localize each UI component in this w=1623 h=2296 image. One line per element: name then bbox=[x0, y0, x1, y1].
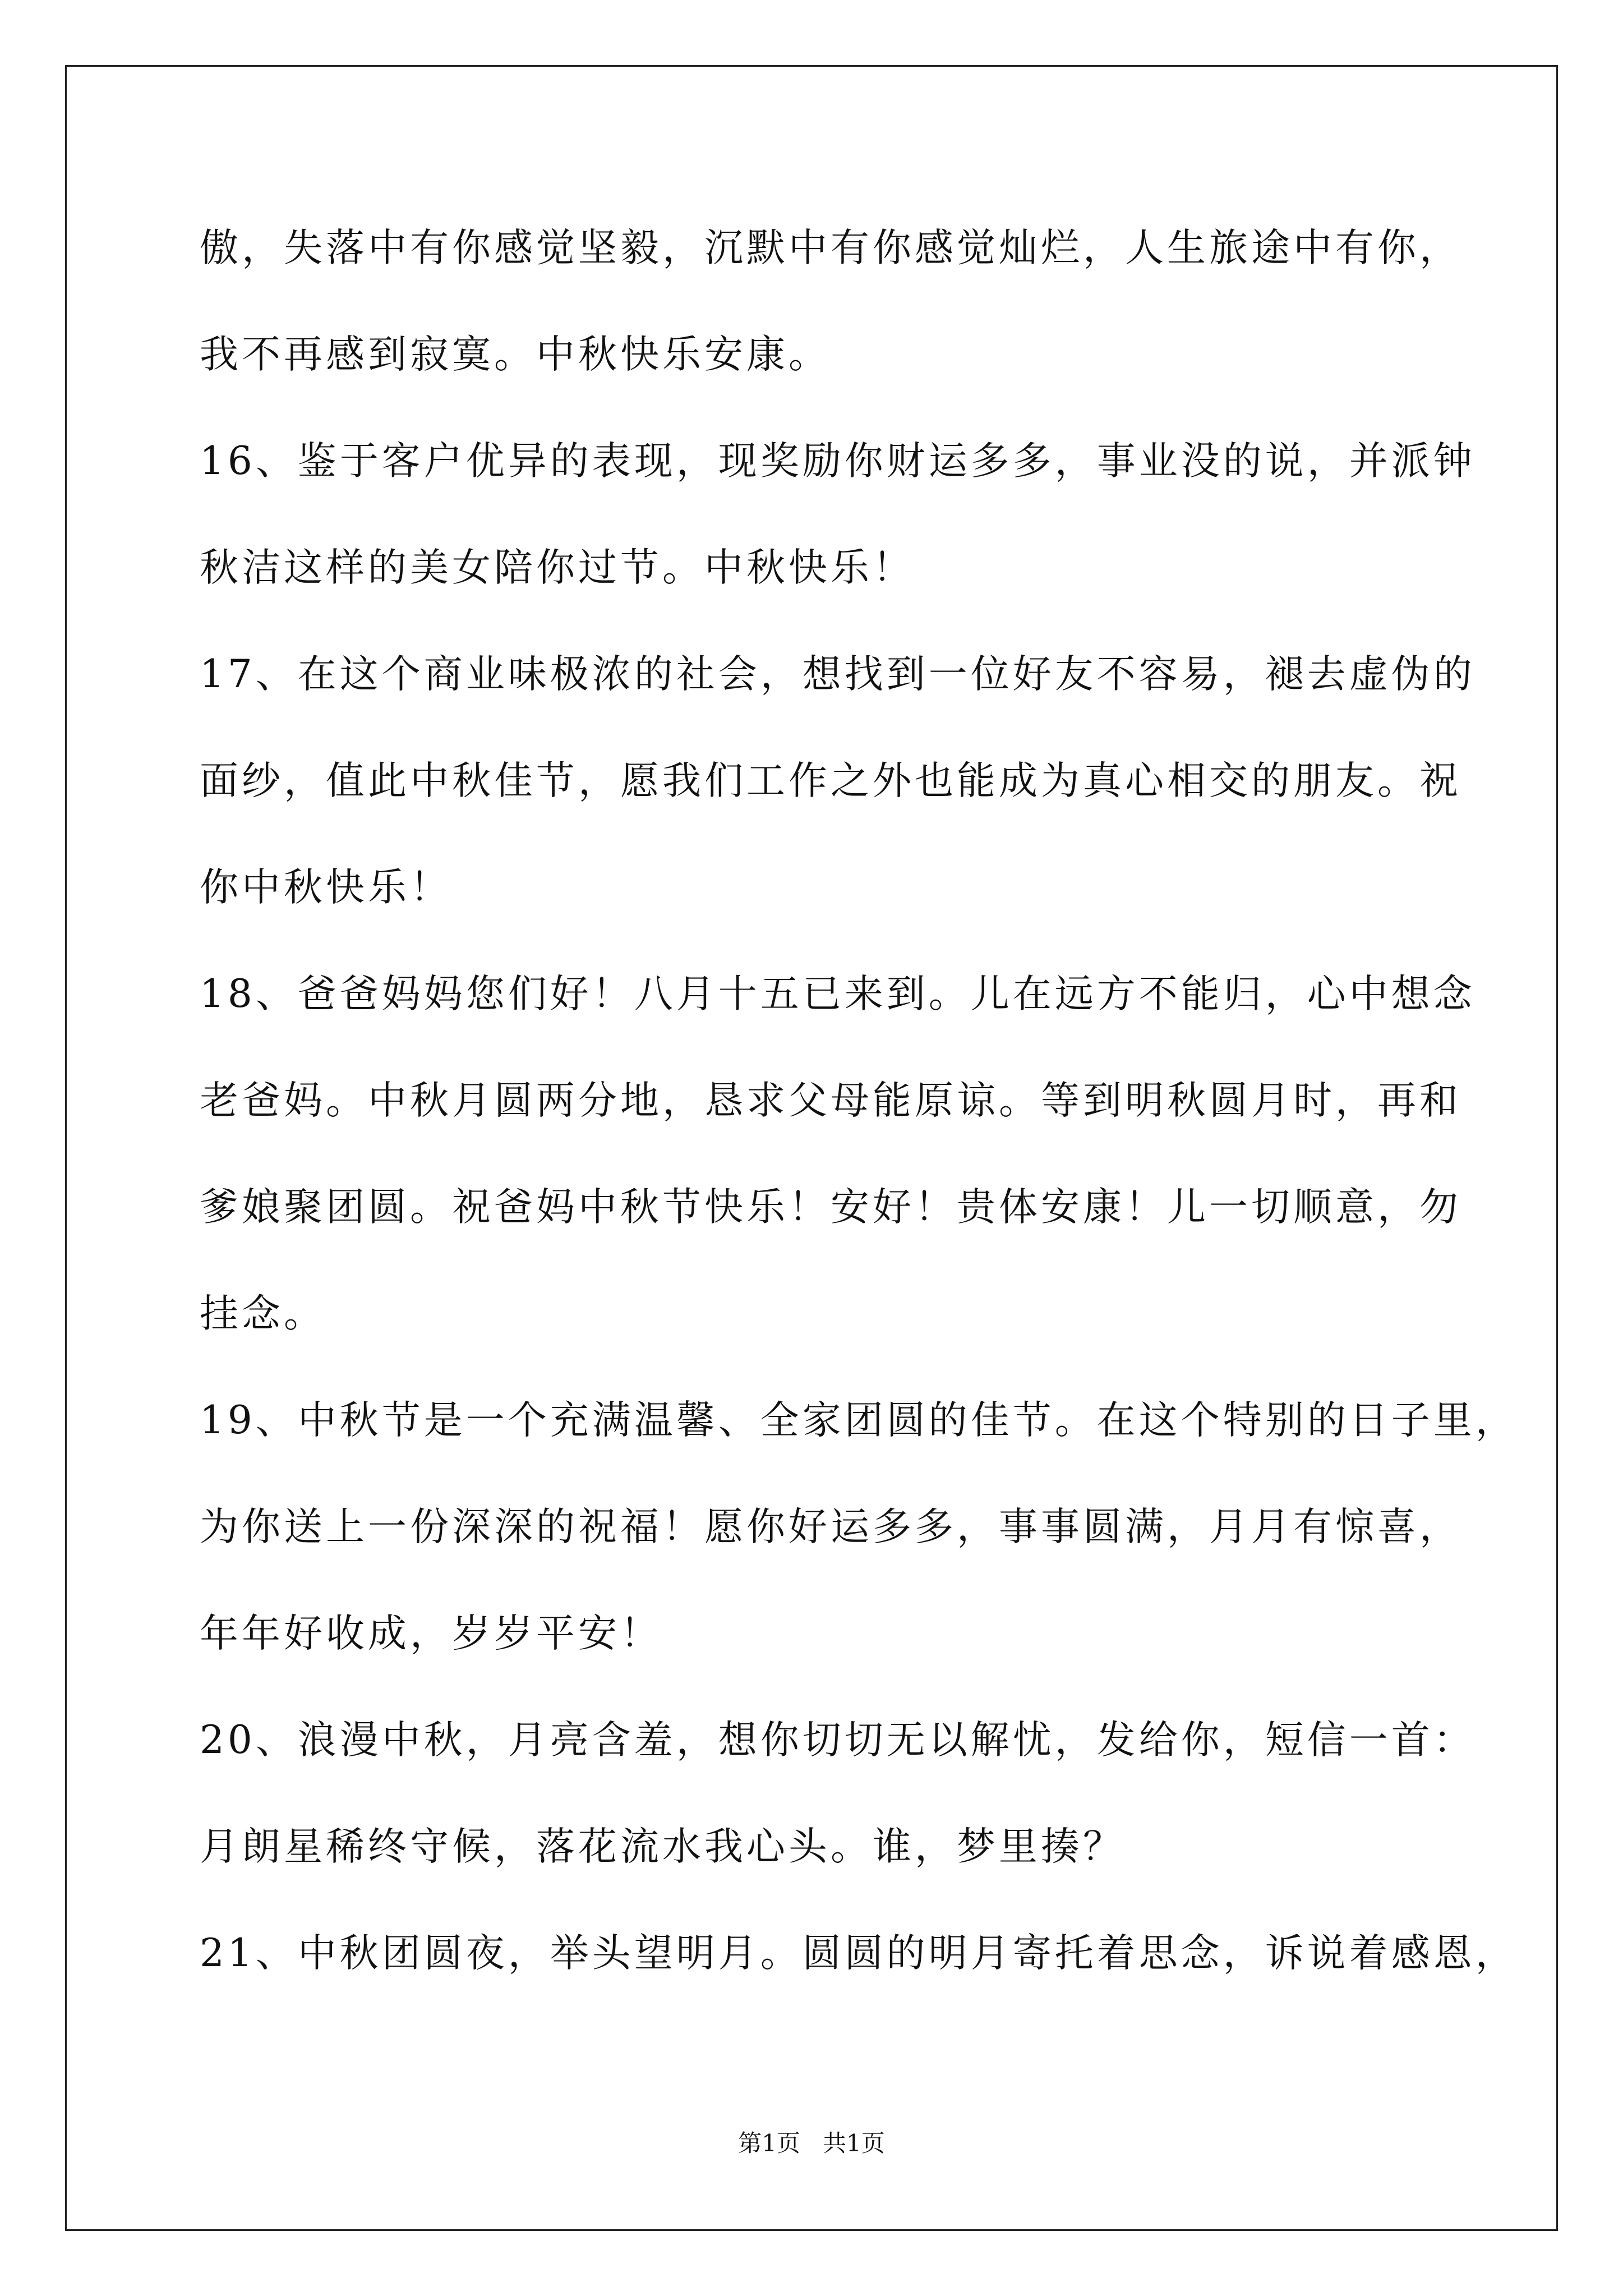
text-line: 21、中秋团圆夜，举头望明月。圆圆的明月寄托着思念，诉说着感恩， bbox=[200, 1931, 1518, 1976]
text-line: 你中秋快乐！ bbox=[200, 865, 452, 910]
text-line: 爹娘聚团圆。祝爸妈中秋节快乐！安好！贵体安康！儿一切顺意，勿 bbox=[200, 1185, 1461, 1230]
text-line: 秋洁这样的美女陪你过节。中秋快乐！ bbox=[200, 545, 915, 590]
text-line: 我不再感到寂寞。中秋快乐安康。 bbox=[200, 332, 831, 377]
text-line: 傲，失落中有你感觉坚毅，沉默中有你感觉灿烂，人生旅途中有你， bbox=[200, 226, 1461, 270]
text-line: 17、在这个商业味极浓的社会，想找到一位好友不容易，褪去虚伪的 bbox=[200, 652, 1476, 697]
text-line: 挂念。 bbox=[200, 1291, 326, 1336]
page-border bbox=[65, 65, 1558, 2231]
text-line: 20、浪漫中秋，月亮含羞，想你切切无以解忧，发给你，短信一首： bbox=[200, 1718, 1476, 1763]
text-line: 年年好收成，岁岁平安！ bbox=[200, 1611, 662, 1656]
text-line: 18、爸爸妈妈您们好！八月十五已来到。儿在远方不能归，心中想念 bbox=[200, 972, 1476, 1016]
text-line: 为你送上一份深深的祝福！愿你好运多多，事事圆满，月月有惊喜， bbox=[200, 1504, 1461, 1549]
text-line: 19、中秋节是一个充满温馨、全家团圆的佳节。在这个特别的日子里， bbox=[200, 1398, 1518, 1443]
page-footer: 第1页 共1页 bbox=[738, 2129, 885, 2157]
text-line: 16、鉴于客户优异的表现，现奖励你财运多多，事业没的说，并派钟 bbox=[200, 439, 1476, 484]
text-line: 老爸妈。中秋月圆两分地，恳求父母能原谅。等到明秋圆月时，再和 bbox=[200, 1078, 1461, 1123]
text-line: 月朗星稀终守候，落花流水我心头。谁，梦里揍？ bbox=[200, 1824, 1125, 1869]
text-line: 面纱，值此中秋佳节，愿我们工作之外也能成为真心相交的朋友。祝 bbox=[200, 758, 1461, 803]
